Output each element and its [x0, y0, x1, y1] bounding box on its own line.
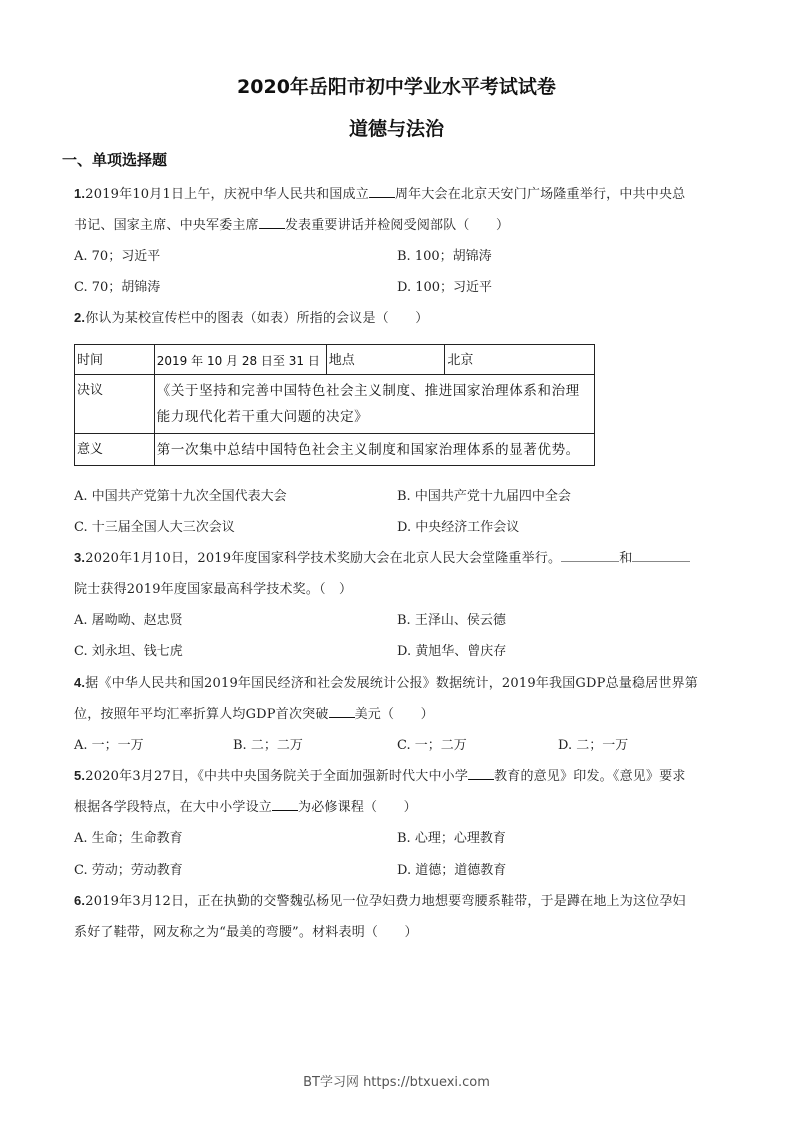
- option-a: A. 一；一万: [74, 738, 144, 753]
- table-cell-meaning-value: 第一次集中总结中国特色社会主义制度和国家治理体系的显著优势。: [154, 434, 594, 466]
- question-number: 2.: [74, 310, 86, 325]
- footer-watermark: BT学习网 https://btxuexi.com: [303, 1075, 490, 1090]
- answer-blank: [272, 798, 298, 811]
- answer-blank: [632, 549, 690, 562]
- question-1-line-1: 1.2019年10月1日上午，庆祝中华人民共和国成立 周年大会在北京天安门广场隆重举行，中共中央总: [74, 186, 686, 202]
- option-b: B. 100；胡锦涛: [397, 249, 492, 264]
- question-3-line-2: 院士获得2019年度国家最高科学技术奖。（ ）: [74, 582, 353, 597]
- option-c: C. 十三届全国人大三次会议: [74, 520, 235, 535]
- section-heading: 一、单项选择题: [62, 151, 168, 169]
- question-number: 5.: [74, 768, 86, 783]
- question-number: 3.: [74, 550, 86, 565]
- answer-blank: [369, 185, 395, 198]
- option-b: B. 二；二万: [233, 738, 303, 753]
- table-cell-meaning-label: 意义: [75, 434, 155, 466]
- question-6-line-2: 系好了鞋带，网友称之为“最美的弯腰”。材料表明（ ）: [74, 925, 418, 940]
- option-b: B. 王泽山、侯云德: [397, 613, 506, 628]
- option-c: C. 劳动；劳动教育: [74, 863, 183, 878]
- answer-blank: [329, 705, 355, 718]
- option-c: C. 一；二万: [397, 738, 467, 753]
- meeting-info-table: [74, 344, 595, 466]
- question-2-line-1: 2.你认为某校宣传栏中的图表（如表）所指的会议是（ ）: [74, 310, 429, 326]
- option-b: B. 中国共产党十九届四中全会: [397, 489, 571, 504]
- question-5-line-2: 根据各学段特点，在大中小学设立 为必修课程（ ）: [74, 800, 417, 815]
- question-6-line-1: 6.2019年3月12日，正在执勤的交警魏弘杨见一位孕妇费力地想要弯腰系鞋带，于是蹲在地上为这位孕妇: [74, 893, 686, 909]
- option-c: C. 70；胡锦涛: [74, 280, 161, 295]
- exam-title: 2020年岳阳市初中学业水平考试试卷: [237, 76, 556, 98]
- answer-blank: [561, 549, 619, 562]
- question-4-line-2: 位，按照年平均汇率折算人均GDP首次突破 美元（ ）: [74, 707, 434, 722]
- exam-subject: 道德与法治: [348, 118, 444, 140]
- option-d: D. 道德；道德教育: [397, 863, 507, 878]
- question-number: 4.: [74, 675, 86, 690]
- table-cell-resolution-value: 《关于坚持和完善中国特色社会主义制度、推进国家治理体系和治理能力现代化若干重大问题的决定》: [154, 375, 594, 434]
- option-a: A. 生命；生命教育: [74, 831, 183, 846]
- option-d: D. 100；习近平: [397, 280, 493, 295]
- answer-blank: [259, 216, 285, 229]
- question-1-line-2: 书记、国家主席、中央军委主席 发表重要讲话并检阅受阅部队（ ）: [74, 218, 510, 233]
- option-d: D. 黄旭华、曾庆存: [397, 644, 507, 659]
- option-a: A. 70；习近平: [74, 249, 161, 264]
- option-b: B. 心理；心理教育: [397, 831, 506, 846]
- option-a: A. 屠呦呦、赵忠贤: [74, 613, 183, 628]
- table-cell-time-label: 时间: [75, 345, 155, 375]
- table-cell-place-value: 北京: [445, 345, 595, 375]
- option-d: D. 二；一万: [558, 738, 629, 753]
- question-number: 1.: [74, 186, 86, 201]
- table-cell-place-label: 地点: [326, 345, 445, 375]
- question-3-line-1: 3.2020年1月10日，2019年度国家科学技术奖励大会在北京人民大会堂隆重举行。 和: [74, 547, 690, 566]
- table-cell-time-value: 2019 年 10 月 28 日至 31 日: [154, 345, 326, 375]
- table-cell-resolution-label: 决议: [75, 375, 155, 434]
- question-5-line-1: 5.2020年3月27日，《中共中央国务院关于全面加强新时代大中小学 教育的意见》印发。《意见》要求: [74, 768, 686, 784]
- question-number: 6.: [74, 893, 86, 908]
- option-d: D. 中央经济工作会议: [397, 520, 520, 535]
- question-4-line-1: 4.据《中华人民共和国2019年国民经济和社会发展统计公报》数据统计，2019年我国GDP总量稳居世界第: [74, 675, 698, 691]
- answer-blank: [468, 767, 494, 780]
- option-a: A. 中国共产党第十九次全国代表大会: [74, 489, 287, 504]
- option-c: C. 刘永坦、钱七虎: [74, 644, 183, 659]
